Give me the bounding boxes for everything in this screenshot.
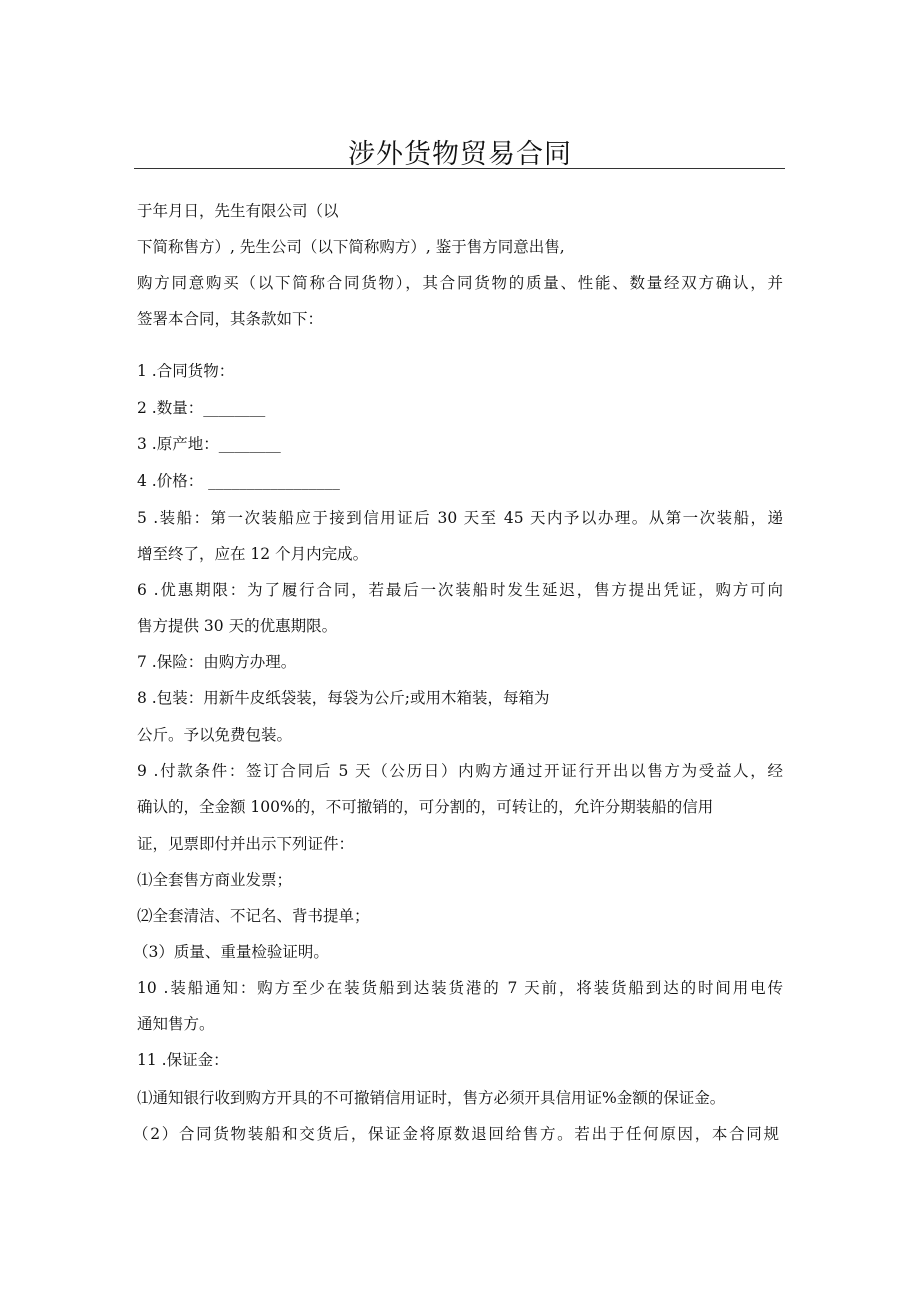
text-line: 2 .数量：________ — [137, 399, 266, 417]
text-line: 6 .优惠期限：为了履行合同，若最后一次装船时发生延迟，售方提出凭证，购方可向 — [137, 581, 783, 599]
text-line: 4 .价格： _________________ — [137, 472, 340, 490]
text-line: 7 .保险：由购方办理。 — [137, 653, 297, 671]
text-line: 3 .原产地：________ — [137, 435, 281, 453]
text-line: 证，见票即付并出示下列证件： — [137, 835, 355, 853]
text-line: ⑴全套售方商业发票； — [137, 871, 293, 889]
text-line: 10 .装船通知：购方至少在装货船到达装货港的 7 天前，将装货船到达的时间用电传 — [137, 979, 783, 997]
text-line: 确认的，全金额 100%的，不可撤销的，可分割的，可转让的，允许分期装船的信用 — [137, 798, 714, 816]
text-line: （2）合同货物装船和交货后，保证金将原数退回给售方。若出于任何原因，本合同规 — [133, 1125, 779, 1143]
text-line: ⑴通知银行收到购方开具的不可撤销信用证时，售方必须开具信用证%金额的保证金。 — [137, 1089, 726, 1107]
text-line: 5 .装船：第一次装船应于接到信用证后 30 天至 45 天内予以办理。从第一次装船，递 — [137, 509, 783, 527]
text-line: 11 .保证金： — [137, 1051, 229, 1069]
text-line: ⑵全套清洁、不记名、背书提单； — [137, 907, 370, 925]
text-line: 签署本合同，其条款如下： — [137, 310, 324, 328]
text-line: 8 .包装：用新牛皮纸袋装，每袋为公斤;或用木箱装，每箱为 — [137, 689, 550, 707]
text-line: 于年月日，先生有限公司（以 — [137, 202, 339, 220]
text-line: 下简称售方）, 先生公司（以下简称购方）, 鉴于售方同意出售, — [137, 238, 565, 256]
text-line: 通知售方。 — [137, 1015, 215, 1033]
document-title: 涉外货物贸易合同 — [348, 139, 572, 170]
text-line: （3）质量、重量检验证明。 — [133, 943, 329, 961]
title-divider — [134, 168, 785, 169]
text-line: 增至终了，应在 12 个月内完成。 — [137, 545, 369, 563]
text-line: 售方提供 30 天的优惠期限。 — [137, 617, 338, 635]
text-line: 9 .付款条件：签订合同后 5 天（公历日）内购方通过开证行开出以售方为受益人，经 — [137, 762, 783, 780]
text-line: 1 .合同货物： — [137, 362, 235, 380]
text-line: 公斤。予以免费包装。 — [137, 726, 293, 744]
text-line: 购方同意购买（以下简称合同货物），其合同货物的质量、性能、数量经双方确认，并 — [137, 274, 783, 292]
